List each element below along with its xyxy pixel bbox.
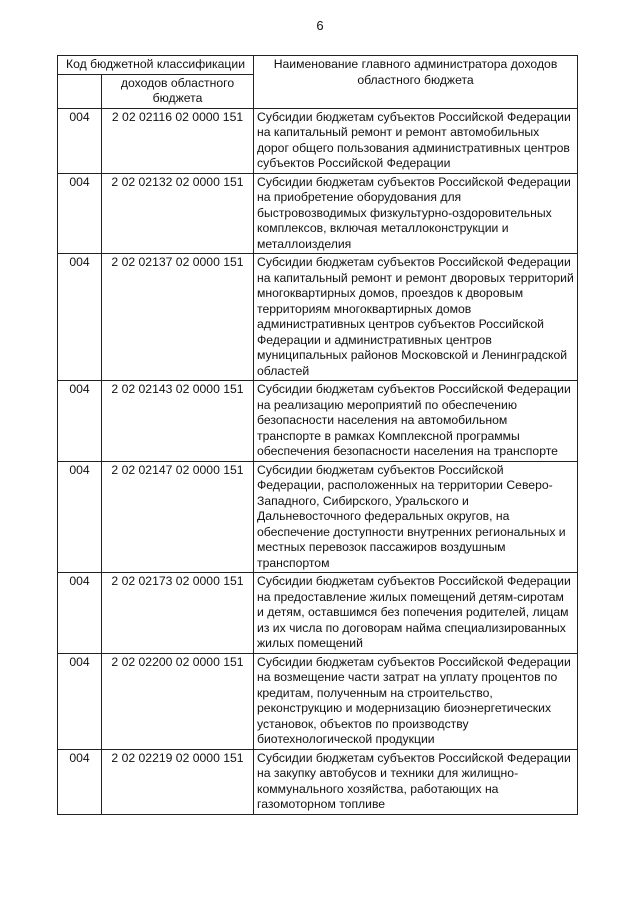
- admin-code-cell: 004: [58, 254, 102, 381]
- admin-code-cell: 004: [58, 381, 102, 462]
- admin-code-cell: 004: [58, 461, 102, 573]
- revenue-name-cell: Субсидии бюджетам субъектов Российской Федерации на капитальный ремонт и ремонт автомобильных дорог общего пользования административных центров субъектов Российской Федерации: [254, 108, 578, 173]
- admin-code-cell: 004: [58, 173, 102, 254]
- classification-code-header: Код бюджетной классификации: [58, 56, 254, 75]
- admin-code-cell: 004: [58, 108, 102, 173]
- table-row: [58, 381, 578, 462]
- revenue-name-cell: Субсидии бюджетам субъектов Российской Федерации на возмещение части затрат на уплату процентов по кредитам, полученным на строительство, реконструкцию и модернизацию биоэнергетических установок, объектов по производству биотехнологической продукции: [254, 653, 578, 749]
- revenue-code-cell: 2 02 02147 02 0000 151: [102, 461, 254, 573]
- table-row: [58, 653, 578, 749]
- table-row: [58, 749, 578, 814]
- revenue-code-cell: 2 02 02132 02 0000 151: [102, 173, 254, 254]
- table-header-row: [58, 56, 578, 75]
- revenue-code-cell: 2 02 02219 02 0000 151: [102, 749, 254, 814]
- admin-name-header: Наименование главного администратора доходов областного бюджета: [254, 56, 578, 109]
- table-row: [58, 573, 578, 654]
- budget-classification-table: [57, 55, 578, 815]
- admin-code-cell: 004: [58, 749, 102, 814]
- revenue-code-cell: 2 02 02137 02 0000 151: [102, 254, 254, 381]
- page-number: 6: [316, 18, 324, 33]
- revenue-code-cell: 2 02 02143 02 0000 151: [102, 381, 254, 462]
- table-row: [58, 173, 578, 254]
- revenue-code-cell: 2 02 02200 02 0000 151: [102, 653, 254, 749]
- table-row: [58, 461, 578, 573]
- admin-code-header: [58, 74, 102, 108]
- revenue-name-cell: Субсидии бюджетам субъектов Российской Федерации на предоставление жилых помещений детям-сиротам и детям, оставшимся без попечения родителей, лицам из их числа по договорам найма специализированных жилых помещений: [254, 573, 578, 654]
- revenue-name-cell: Субсидии бюджетам субъектов Российской Федерации на закупку автобусов и техники для жилищно-коммунального хозяйства, работающих на газомоторном топливе: [254, 749, 578, 814]
- table-body: [58, 108, 578, 814]
- revenue-name-cell: Субсидии бюджетам субъектов Российской Федерации на приобретение оборудования для быстровозводимых физкультурно-оздоровительных комплексов, включая металлоконструкции и металлоизделия: [254, 173, 578, 254]
- admin-code-cell: 004: [58, 653, 102, 749]
- revenue-code-cell: 2 02 02173 02 0000 151: [102, 573, 254, 654]
- table-row: [58, 254, 578, 381]
- revenue-code-header: доходов областного бюджета: [102, 74, 254, 108]
- admin-code-cell: 004: [58, 573, 102, 654]
- table-row: [58, 108, 578, 173]
- revenue-name-cell: Субсидии бюджетам субъектов Российской Федерации на капитальный ремонт и ремонт дворовых территорий многоквартирных домов, проездов к дворовым территориям многоквартирных домов административных центров субъектов Российской Федерации и административных центров муниципальных районов Московской и Ленинградской областей: [254, 254, 578, 381]
- revenue-code-cell: 2 02 02116 02 0000 151: [102, 108, 254, 173]
- revenue-name-cell: Субсидии бюджетам субъектов Российской Федерации на реализацию мероприятий по обеспечению безопасности населения на автомобильном транспорте в рамках Комплексной программы обеспечения безопасности населения на транспорте: [254, 381, 578, 462]
- revenue-name-cell: Субсидии бюджетам субъектов Российской Федерации, расположенных на территории Северо-Западного, Сибирского, Уральского и Дальневосточного федеральных округов, на обеспечение доступности внутренних региональных и местных перевозок пассажиров воздушным транспортом: [254, 461, 578, 573]
